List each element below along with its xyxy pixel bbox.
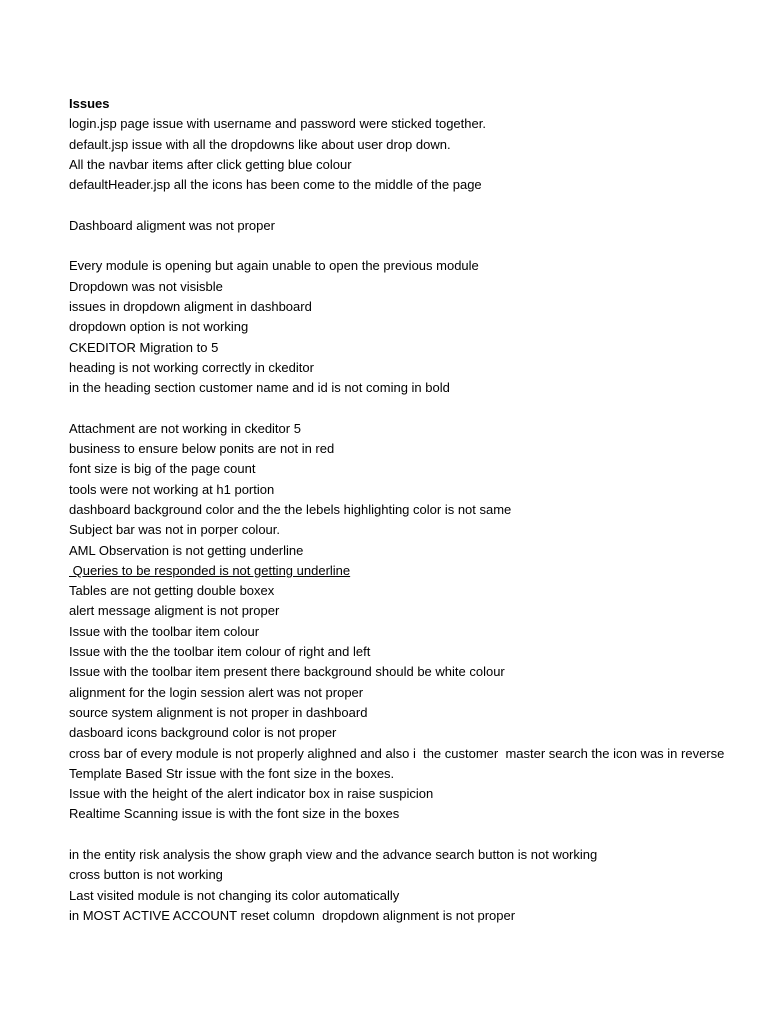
- issue-line: in MOST ACTIVE ACCOUNT reset column dropdown alignment is not proper: [69, 907, 516, 923]
- document-title: Issues: [69, 96, 110, 111]
- issue-line: Dropdown was not visisble: [69, 278, 223, 294]
- issue-line: business to ensure below ponits are not in red: [69, 441, 335, 457]
- issue-line: Issue with the the toolbar item colour of right and left: [69, 644, 371, 660]
- issue-line: All the navbar items after click getting blue colour: [69, 156, 352, 172]
- issue-line: Tables are not getting double boxex: [69, 583, 275, 599]
- blank-line: [69, 195, 768, 215]
- issue-line: Issue with the toolbar item present there background should be white colour: [69, 664, 505, 680]
- issue-line: dashboard background color and the the lebels highlighting color is not same: [69, 501, 512, 517]
- issue-line: Subject bar was not in porper colour.: [69, 522, 281, 538]
- issue-line-underlined: Queries to be responded is not getting underline: [69, 562, 351, 578]
- issue-line: dropdown option is not working: [69, 319, 249, 335]
- issue-line: Dashboard aligment was not proper: [69, 217, 275, 233]
- issue-line: default.jsp issue with all the dropdowns like about user drop down.: [69, 136, 451, 152]
- issue-line: heading is not working correctly in ckeditor: [69, 359, 314, 375]
- issue-line: in the entity risk analysis the show graph view and the advance search button is not working: [69, 846, 598, 862]
- issue-line: Issue with the height of the alert indicator box in raise suspicion: [69, 786, 434, 802]
- issue-line: Every module is opening but again unable to open the previous module: [69, 258, 479, 274]
- issues-list: [69, 94, 768, 926]
- issue-line: issues in dropdown aligment in dashboard: [69, 298, 312, 314]
- issue-line: font size is big of the page count: [69, 461, 256, 477]
- issue-line: Realtime Scanning issue is with the font size in the boxes: [69, 806, 400, 822]
- issue-line: Last visited module is not changing its color automatically: [69, 887, 400, 903]
- issue-line: Template Based Str issue with the font size in the boxes.: [69, 765, 395, 781]
- issue-line: CKEDITOR Migration to 5: [69, 339, 219, 355]
- issue-line: login.jsp page issue with username and password were sticked together.: [69, 116, 486, 132]
- issue-line: cross bar of every module is not properly alighned and also i the customer master search the icon was in reverse: [69, 745, 725, 761]
- issue-line: Attachment are not working in ckeditor 5: [69, 420, 301, 436]
- blank-line: [69, 398, 768, 418]
- issue-line: AML Observation is not getting underline: [69, 542, 304, 558]
- blank-line: [69, 825, 768, 845]
- issue-line: defaultHeader.jsp all the icons has been come to the middle of the page: [69, 177, 482, 193]
- blank-line: [69, 236, 768, 256]
- issue-line: alert message aligment is not proper: [69, 603, 280, 619]
- issue-line: tools were not working at h1 portion: [69, 481, 275, 497]
- issue-line: in the heading section customer name and id is not coming in bold: [69, 380, 450, 396]
- issue-line: alignment for the login session alert was not proper: [69, 684, 364, 700]
- issue-line: dasboard icons background color is not proper: [69, 725, 337, 741]
- issue-line: cross button is not working: [69, 867, 223, 883]
- issue-line: Issue with the toolbar item colour: [69, 623, 260, 639]
- issue-line: source system alignment is not proper in dashboard: [69, 704, 368, 720]
